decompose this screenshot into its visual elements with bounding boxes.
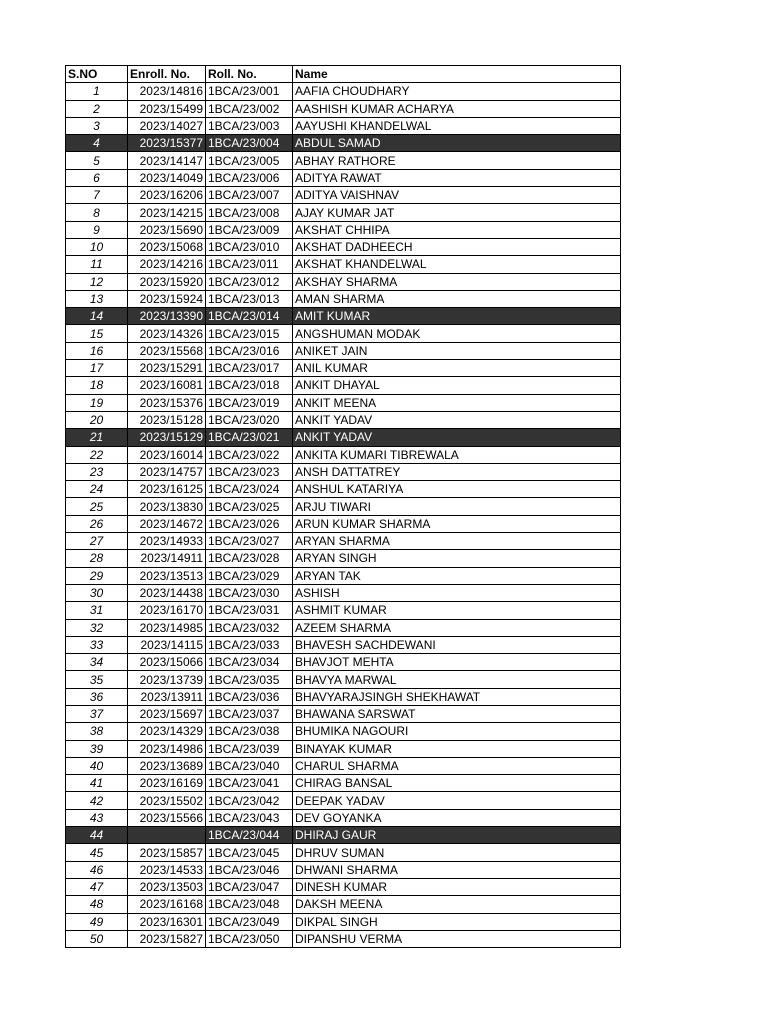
cell-name: ABHAY RATHORE [293, 152, 621, 169]
table-row [66, 913, 621, 930]
table-row [66, 273, 621, 290]
table-row [66, 809, 621, 826]
cell-sno: 14 [66, 308, 128, 325]
cell-name: BINAYAK KUMAR [293, 740, 621, 757]
cell-enroll-no: 2023/14533 [128, 861, 206, 878]
table-row [66, 861, 621, 878]
table-header [66, 66, 621, 83]
cell-enroll-no: 2023/15924 [128, 290, 206, 307]
cell-sno: 19 [66, 394, 128, 411]
table-row [66, 602, 621, 619]
cell-name: DIPANSHU VERMA [293, 930, 621, 947]
cell-roll-no: 1BCA/23/003 [206, 117, 293, 134]
cell-name: DINESH KUMAR [293, 878, 621, 895]
cell-sno: 34 [66, 654, 128, 671]
cell-sno: 41 [66, 775, 128, 792]
table-row [66, 878, 621, 895]
cell-enroll-no: 2023/14326 [128, 325, 206, 342]
table-row [66, 654, 621, 671]
cell-roll-no: 1BCA/23/022 [206, 446, 293, 463]
cell-name: AKSHAY SHARMA [293, 273, 621, 290]
cell-sno: 4 [66, 135, 128, 152]
cell-sno: 46 [66, 861, 128, 878]
cell-name: BHUMIKA NAGOURI [293, 723, 621, 740]
cell-enroll-no: 2023/14329 [128, 723, 206, 740]
cell-roll-no: 1BCA/23/038 [206, 723, 293, 740]
cell-enroll-no: 2023/15920 [128, 273, 206, 290]
table-row [66, 411, 621, 428]
cell-name: ARUN KUMAR SHARMA [293, 515, 621, 532]
cell-roll-no: 1BCA/23/020 [206, 411, 293, 428]
cell-name: CHIRAG BANSAL [293, 775, 621, 792]
cell-enroll-no: 2023/16081 [128, 377, 206, 394]
cell-enroll-no: 2023/13503 [128, 878, 206, 895]
cell-name: AKSHAT DADHEECH [293, 238, 621, 255]
cell-roll-no: 1BCA/23/001 [206, 83, 293, 100]
cell-roll-no: 1BCA/23/040 [206, 757, 293, 774]
cell-sno: 44 [66, 827, 128, 844]
cell-sno: 2 [66, 100, 128, 117]
cell-name: ANKIT YADAV [293, 429, 621, 446]
cell-enroll-no: 2023/14147 [128, 152, 206, 169]
table-row [66, 117, 621, 134]
cell-sno: 31 [66, 602, 128, 619]
cell-name: DHIRAJ GAUR [293, 827, 621, 844]
cell-sno: 50 [66, 930, 128, 947]
cell-enroll-no: 2023/13830 [128, 498, 206, 515]
cell-sno: 13 [66, 290, 128, 307]
cell-enroll-no: 2023/15128 [128, 411, 206, 428]
cell-roll-no: 1BCA/23/036 [206, 688, 293, 705]
cell-name: ARJU TIWARI [293, 498, 621, 515]
cell-roll-no: 1BCA/23/048 [206, 896, 293, 913]
cell-roll-no: 1BCA/23/039 [206, 740, 293, 757]
table-row [66, 187, 621, 204]
cell-sno: 39 [66, 740, 128, 757]
cell-roll-no: 1BCA/23/023 [206, 463, 293, 480]
cell-sno: 3 [66, 117, 128, 134]
cell-enroll-no: 2023/15291 [128, 360, 206, 377]
cell-sno: 40 [66, 757, 128, 774]
cell-sno: 33 [66, 636, 128, 653]
cell-name: ARYAN SINGH [293, 550, 621, 567]
cell-enroll-no: 2023/15499 [128, 100, 206, 117]
cell-roll-no: 1BCA/23/006 [206, 169, 293, 186]
cell-enroll-no: 2023/13911 [128, 688, 206, 705]
cell-name: AZEEM SHARMA [293, 619, 621, 636]
table-row [66, 169, 621, 186]
table-row [66, 896, 621, 913]
cell-name: ANKIT MEENA [293, 394, 621, 411]
cell-sno: 47 [66, 878, 128, 895]
table-row [66, 377, 621, 394]
cell-name: AMIT KUMAR [293, 308, 621, 325]
cell-enroll-no: 2023/15502 [128, 792, 206, 809]
cell-name: BHAWANA SARSWAT [293, 705, 621, 722]
cell-enroll-no: 2023/13739 [128, 671, 206, 688]
cell-enroll-no: 2023/14438 [128, 584, 206, 601]
table-row [66, 135, 621, 152]
cell-sno: 12 [66, 273, 128, 290]
cell-roll-no: 1BCA/23/033 [206, 636, 293, 653]
table-row [66, 100, 621, 117]
header-name: Name [293, 66, 621, 83]
cell-enroll-no: 2023/15066 [128, 654, 206, 671]
cell-name: DAKSH MEENA [293, 896, 621, 913]
cell-sno: 20 [66, 411, 128, 428]
cell-sno: 43 [66, 809, 128, 826]
cell-enroll-no: 2023/15376 [128, 394, 206, 411]
table-body [66, 83, 621, 948]
cell-enroll-no: 2023/16125 [128, 481, 206, 498]
cell-sno: 37 [66, 705, 128, 722]
cell-name: AMAN SHARMA [293, 290, 621, 307]
table-row [66, 463, 621, 480]
table-row [66, 827, 621, 844]
cell-name: BHAVYARAJSINGH SHEKHAWAT [293, 688, 621, 705]
cell-sno: 6 [66, 169, 128, 186]
cell-roll-no: 1BCA/23/034 [206, 654, 293, 671]
cell-name: ARYAN TAK [293, 567, 621, 584]
table-row [66, 533, 621, 550]
cell-name: ABDUL SAMAD [293, 135, 621, 152]
cell-enroll-no: 2023/16014 [128, 446, 206, 463]
cell-enroll-no: 2023/15697 [128, 705, 206, 722]
cell-sno: 35 [66, 671, 128, 688]
cell-sno: 38 [66, 723, 128, 740]
table-row [66, 221, 621, 238]
table-row [66, 619, 621, 636]
cell-name: AKSHAT CHHIPA [293, 221, 621, 238]
cell-roll-no: 1BCA/23/042 [206, 792, 293, 809]
cell-sno: 22 [66, 446, 128, 463]
cell-name: ANIKET JAIN [293, 342, 621, 359]
table-row [66, 481, 621, 498]
cell-name: AKSHAT KHANDELWAL [293, 256, 621, 273]
cell-roll-no: 1BCA/23/029 [206, 567, 293, 584]
cell-enroll-no: 2023/15857 [128, 844, 206, 861]
cell-name: AJAY KUMAR JAT [293, 204, 621, 221]
cell-enroll-no: 2023/14757 [128, 463, 206, 480]
cell-sno: 29 [66, 567, 128, 584]
cell-name: DHRUV SUMAN [293, 844, 621, 861]
cell-roll-no: 1BCA/23/032 [206, 619, 293, 636]
cell-name: ANKIT YADAV [293, 411, 621, 428]
table-row [66, 584, 621, 601]
cell-roll-no: 1BCA/23/016 [206, 342, 293, 359]
cell-enroll-no: 2023/13689 [128, 757, 206, 774]
cell-name: ANKITA KUMARI TIBREWALA [293, 446, 621, 463]
cell-roll-no: 1BCA/23/015 [206, 325, 293, 342]
cell-name: ANSH DATTATREY [293, 463, 621, 480]
cell-enroll-no: 2023/13513 [128, 567, 206, 584]
cell-sno: 32 [66, 619, 128, 636]
cell-enroll-no: 2023/15690 [128, 221, 206, 238]
header-row [66, 66, 621, 83]
table-row [66, 550, 621, 567]
table-row [66, 671, 621, 688]
header-roll-no: Roll. No. [206, 66, 293, 83]
cell-sno: 16 [66, 342, 128, 359]
cell-roll-no: 1BCA/23/008 [206, 204, 293, 221]
cell-roll-no: 1BCA/23/028 [206, 550, 293, 567]
cell-name: DEV GOYANKA [293, 809, 621, 826]
cell-roll-no: 1BCA/23/014 [206, 308, 293, 325]
table-row [66, 930, 621, 947]
cell-roll-no: 1BCA/23/019 [206, 394, 293, 411]
cell-enroll-no: 2023/14027 [128, 117, 206, 134]
table-row [66, 325, 621, 342]
cell-enroll-no: 2023/14672 [128, 515, 206, 532]
cell-enroll-no: 2023/14115 [128, 636, 206, 653]
table-row [66, 308, 621, 325]
cell-enroll-no: 2023/15827 [128, 930, 206, 947]
table-row [66, 256, 621, 273]
header-enroll-no: Enroll. No. [128, 66, 206, 83]
cell-enroll-no: 2023/14985 [128, 619, 206, 636]
cell-roll-no: 1BCA/23/027 [206, 533, 293, 550]
cell-roll-no: 1BCA/23/004 [206, 135, 293, 152]
table-row [66, 740, 621, 757]
cell-enroll-no: 2023/13390 [128, 308, 206, 325]
cell-enroll-no: 2023/15377 [128, 135, 206, 152]
cell-roll-no: 1BCA/23/005 [206, 152, 293, 169]
cell-sno: 30 [66, 584, 128, 601]
cell-name: ANKIT DHAYAL [293, 377, 621, 394]
cell-name: BHAVYA MARWAL [293, 671, 621, 688]
table-row [66, 757, 621, 774]
cell-sno: 24 [66, 481, 128, 498]
cell-enroll-no: 2023/14911 [128, 550, 206, 567]
cell-roll-no: 1BCA/23/045 [206, 844, 293, 861]
cell-name: CHARUL SHARMA [293, 757, 621, 774]
cell-sno: 15 [66, 325, 128, 342]
cell-sno: 27 [66, 533, 128, 550]
cell-sno: 11 [66, 256, 128, 273]
cell-enroll-no: 2023/14049 [128, 169, 206, 186]
student-list-table [65, 65, 621, 948]
cell-sno: 21 [66, 429, 128, 446]
cell-sno: 49 [66, 913, 128, 930]
cell-sno: 1 [66, 83, 128, 100]
cell-sno: 9 [66, 221, 128, 238]
cell-name: DIKPAL SINGH [293, 913, 621, 930]
cell-roll-no: 1BCA/23/024 [206, 481, 293, 498]
cell-name: ANSHUL KATARIYA [293, 481, 621, 498]
table-row [66, 515, 621, 532]
cell-name: AAFIA CHOUDHARY [293, 83, 621, 100]
cell-sno: 10 [66, 238, 128, 255]
cell-enroll-no: 2023/15566 [128, 809, 206, 826]
cell-roll-no: 1BCA/23/021 [206, 429, 293, 446]
cell-roll-no: 1BCA/23/035 [206, 671, 293, 688]
cell-sno: 7 [66, 187, 128, 204]
cell-roll-no: 1BCA/23/002 [206, 100, 293, 117]
cell-name: DHWANI SHARMA [293, 861, 621, 878]
cell-name: ASHISH [293, 584, 621, 601]
cell-roll-no: 1BCA/23/037 [206, 705, 293, 722]
cell-enroll-no [128, 827, 206, 844]
cell-roll-no: 1BCA/23/041 [206, 775, 293, 792]
cell-name: BHAVJOT MEHTA [293, 654, 621, 671]
cell-name: DEEPAK YADAV [293, 792, 621, 809]
cell-roll-no: 1BCA/23/047 [206, 878, 293, 895]
table-row [66, 844, 621, 861]
table-row [66, 498, 621, 515]
cell-sno: 28 [66, 550, 128, 567]
cell-roll-no: 1BCA/23/049 [206, 913, 293, 930]
cell-roll-no: 1BCA/23/012 [206, 273, 293, 290]
cell-roll-no: 1BCA/23/013 [206, 290, 293, 307]
table-row [66, 567, 621, 584]
cell-sno: 8 [66, 204, 128, 221]
cell-sno: 26 [66, 515, 128, 532]
cell-roll-no: 1BCA/23/025 [206, 498, 293, 515]
cell-roll-no: 1BCA/23/030 [206, 584, 293, 601]
cell-roll-no: 1BCA/23/046 [206, 861, 293, 878]
cell-roll-no: 1BCA/23/009 [206, 221, 293, 238]
cell-name: ANIL KUMAR [293, 360, 621, 377]
cell-name: ADITYA RAWAT [293, 169, 621, 186]
header-sno: S.NO [66, 66, 128, 83]
cell-name: ARYAN SHARMA [293, 533, 621, 550]
cell-roll-no: 1BCA/23/010 [206, 238, 293, 255]
cell-roll-no: 1BCA/23/018 [206, 377, 293, 394]
cell-sno: 48 [66, 896, 128, 913]
cell-enroll-no: 2023/14216 [128, 256, 206, 273]
table-row [66, 342, 621, 359]
cell-roll-no: 1BCA/23/031 [206, 602, 293, 619]
table-row [66, 394, 621, 411]
cell-enroll-no: 2023/16301 [128, 913, 206, 930]
cell-sno: 5 [66, 152, 128, 169]
cell-sno: 42 [66, 792, 128, 809]
cell-enroll-no: 2023/16168 [128, 896, 206, 913]
cell-enroll-no: 2023/15068 [128, 238, 206, 255]
table-row [66, 688, 621, 705]
table-row [66, 360, 621, 377]
cell-enroll-no: 2023/14933 [128, 533, 206, 550]
cell-roll-no: 1BCA/23/044 [206, 827, 293, 844]
table-row [66, 792, 621, 809]
cell-enroll-no: 2023/15568 [128, 342, 206, 359]
cell-sno: 17 [66, 360, 128, 377]
table-row [66, 775, 621, 792]
cell-enroll-no: 2023/15129 [128, 429, 206, 446]
cell-enroll-no: 2023/14816 [128, 83, 206, 100]
cell-sno: 18 [66, 377, 128, 394]
cell-name: ANGSHUMAN MODAK [293, 325, 621, 342]
cell-roll-no: 1BCA/23/017 [206, 360, 293, 377]
cell-name: AASHISH KUMAR ACHARYA [293, 100, 621, 117]
table-row [66, 152, 621, 169]
cell-sno: 23 [66, 463, 128, 480]
cell-name: AAYUSHI KHANDELWAL [293, 117, 621, 134]
cell-roll-no: 1BCA/23/043 [206, 809, 293, 826]
cell-sno: 25 [66, 498, 128, 515]
cell-enroll-no: 2023/14215 [128, 204, 206, 221]
cell-name: BHAVESH SACHDEWANI [293, 636, 621, 653]
cell-roll-no: 1BCA/23/007 [206, 187, 293, 204]
cell-roll-no: 1BCA/23/011 [206, 256, 293, 273]
cell-enroll-no: 2023/16206 [128, 187, 206, 204]
table-row [66, 446, 621, 463]
table-row [66, 636, 621, 653]
table-row [66, 290, 621, 307]
cell-enroll-no: 2023/16169 [128, 775, 206, 792]
table-row [66, 238, 621, 255]
cell-enroll-no: 2023/16170 [128, 602, 206, 619]
cell-sno: 45 [66, 844, 128, 861]
table-row [66, 705, 621, 722]
cell-enroll-no: 2023/14986 [128, 740, 206, 757]
cell-name: ASHMIT KUMAR [293, 602, 621, 619]
cell-roll-no: 1BCA/23/026 [206, 515, 293, 532]
table-row [66, 204, 621, 221]
cell-sno: 36 [66, 688, 128, 705]
cell-roll-no: 1BCA/23/050 [206, 930, 293, 947]
table-row [66, 429, 621, 446]
cell-name: ADITYA VAISHNAV [293, 187, 621, 204]
table-row [66, 83, 621, 100]
table-row [66, 723, 621, 740]
